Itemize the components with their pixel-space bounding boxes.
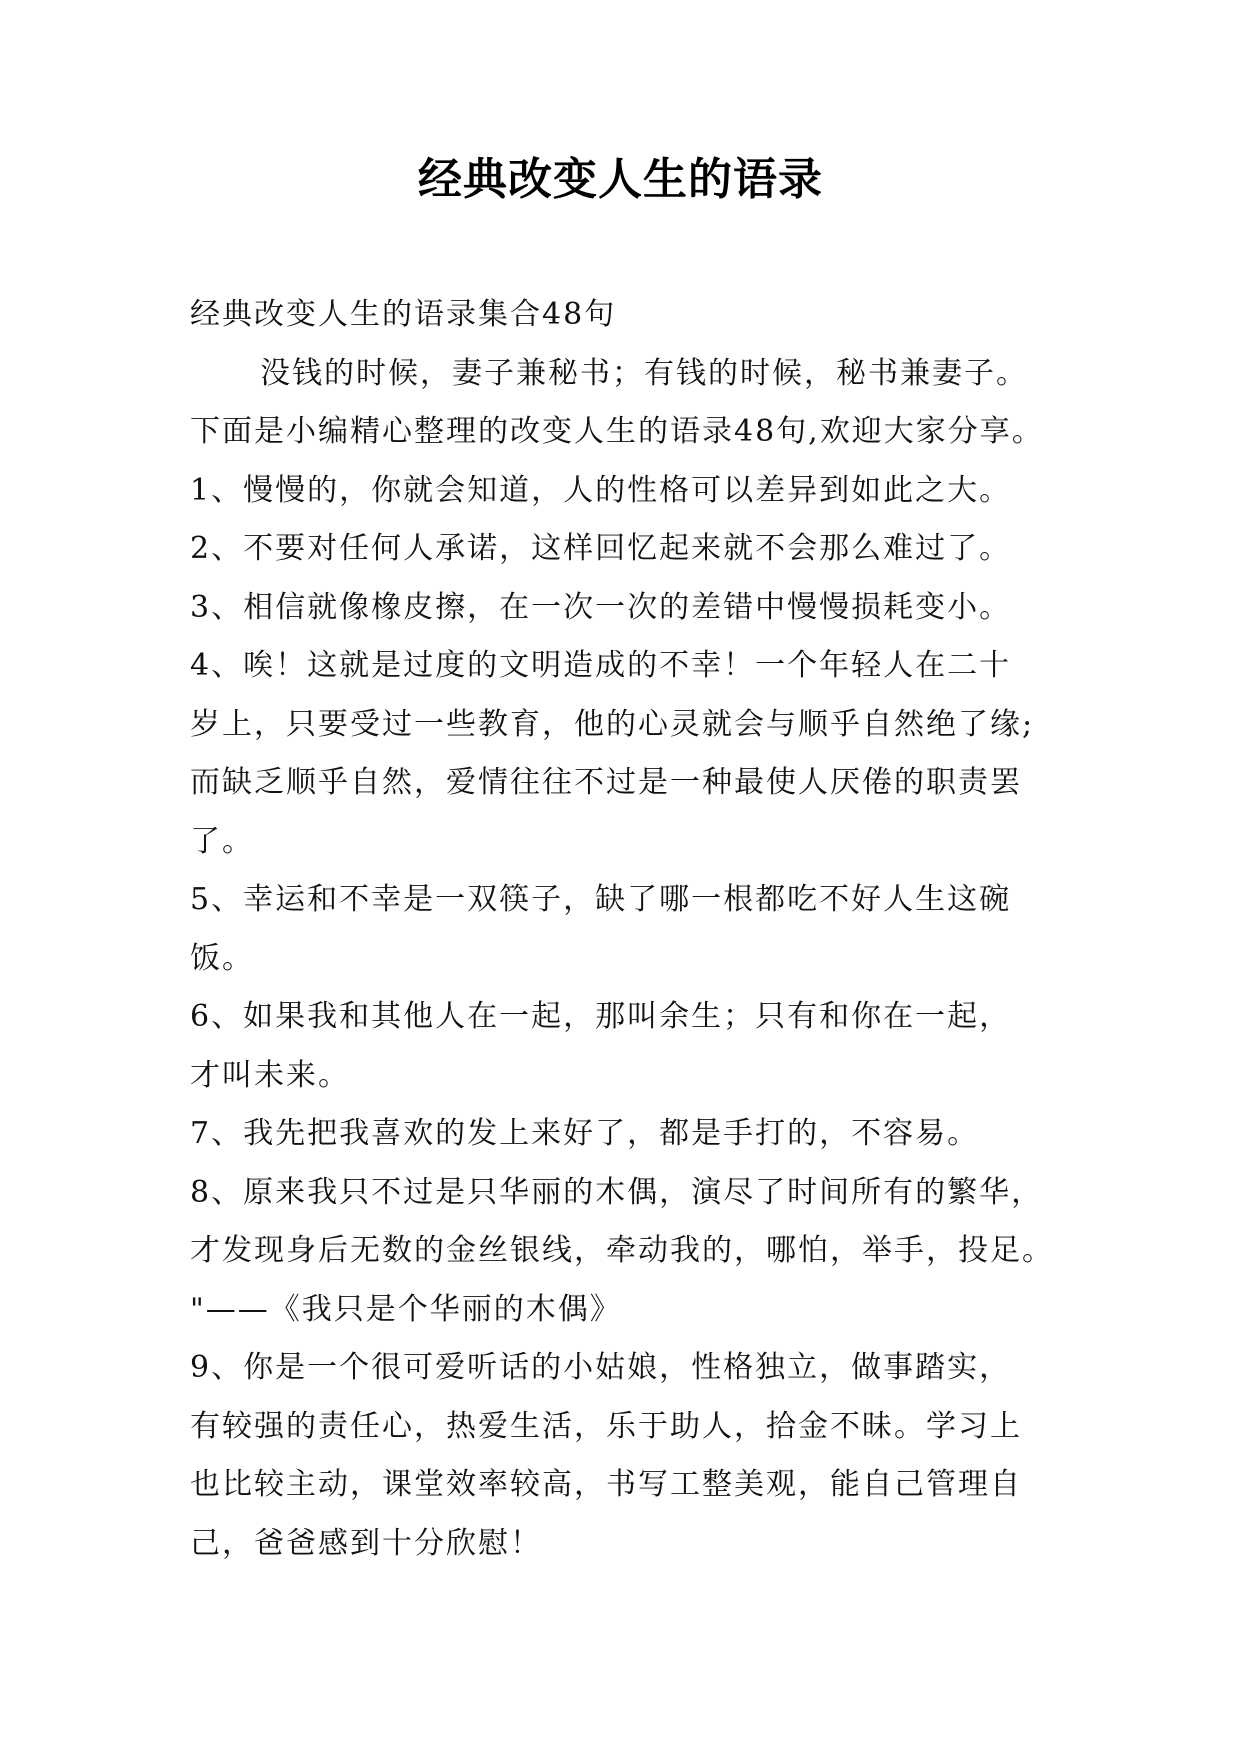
- quote-line: "——《我只是个华丽的木偶》: [190, 1291, 622, 1327]
- subtitle-line: 经典改变人生的语录集合48句: [190, 297, 617, 332]
- intro-line: 没钱的时候，妻子兼秘书；有钱的时候，秘书兼妻子。: [260, 355, 1028, 391]
- quote-line: 4、唉！这就是过度的文明造成的不幸！一个年轻人在二十: [190, 648, 1012, 683]
- quote-line: 1、慢慢的，你就会知道，人的性格可以差异到如此之大。: [190, 472, 1012, 508]
- intro-line: 下面是小编精心整理的改变人生的语录48句,欢迎大家分享。: [190, 414, 1044, 449]
- quote-line: 有较强的责任心，热爱生活，乐于助人，拾金不昧。学习上: [190, 1408, 1022, 1444]
- quote-line: 也比较主动，课堂效率较高，书写工整美观，能自己管理自: [190, 1467, 1022, 1502]
- quote-line: 9、你是一个很可爱听话的小姑娘，性格独立，做事踏实，: [190, 1350, 1012, 1385]
- quote-line: 5、幸运和不幸是一双筷子，缺了哪一根都吃不好人生这碗: [190, 882, 1012, 917]
- quote-line: 岁上，只要受过一些教育，他的心灵就会与顺乎自然绝了缘;: [190, 706, 1035, 742]
- quote-line: 而缺乏顺乎自然，爱情往往不过是一种最使人厌倦的职责罢: [190, 765, 1022, 800]
- quote-line: 了。: [190, 823, 254, 859]
- quote-line: 2、不要对任何人承诺，这样回忆起来就不会那么难过了。: [190, 531, 1012, 566]
- document-title: 经典改变人生的语录: [418, 154, 823, 205]
- quote-line: 3、相信就像橡皮擦，在一次一次的差错中慢慢损耗变小。: [190, 589, 1012, 625]
- document-body: [190, 286, 1070, 1573]
- quote-line: 才发现身后无数的金丝银线，牵动我的，哪怕，举手，投足。: [190, 1233, 1054, 1268]
- quote-line: 7、我先把我喜欢的发上来好了，都是手打的，不容易。: [190, 1116, 980, 1151]
- quote-line: 8、原来我只不过是只华丽的木偶，演尽了时间所有的繁华，: [190, 1174, 1044, 1210]
- quote-line: 饭。: [190, 940, 254, 976]
- quote-line: 己，爸爸感到十分欣慰！: [190, 1525, 542, 1561]
- quote-line: 6、如果我和其他人在一起，那叫余生；只有和你在一起，: [190, 999, 1012, 1034]
- quote-line: 才叫未来。: [190, 1057, 350, 1093]
